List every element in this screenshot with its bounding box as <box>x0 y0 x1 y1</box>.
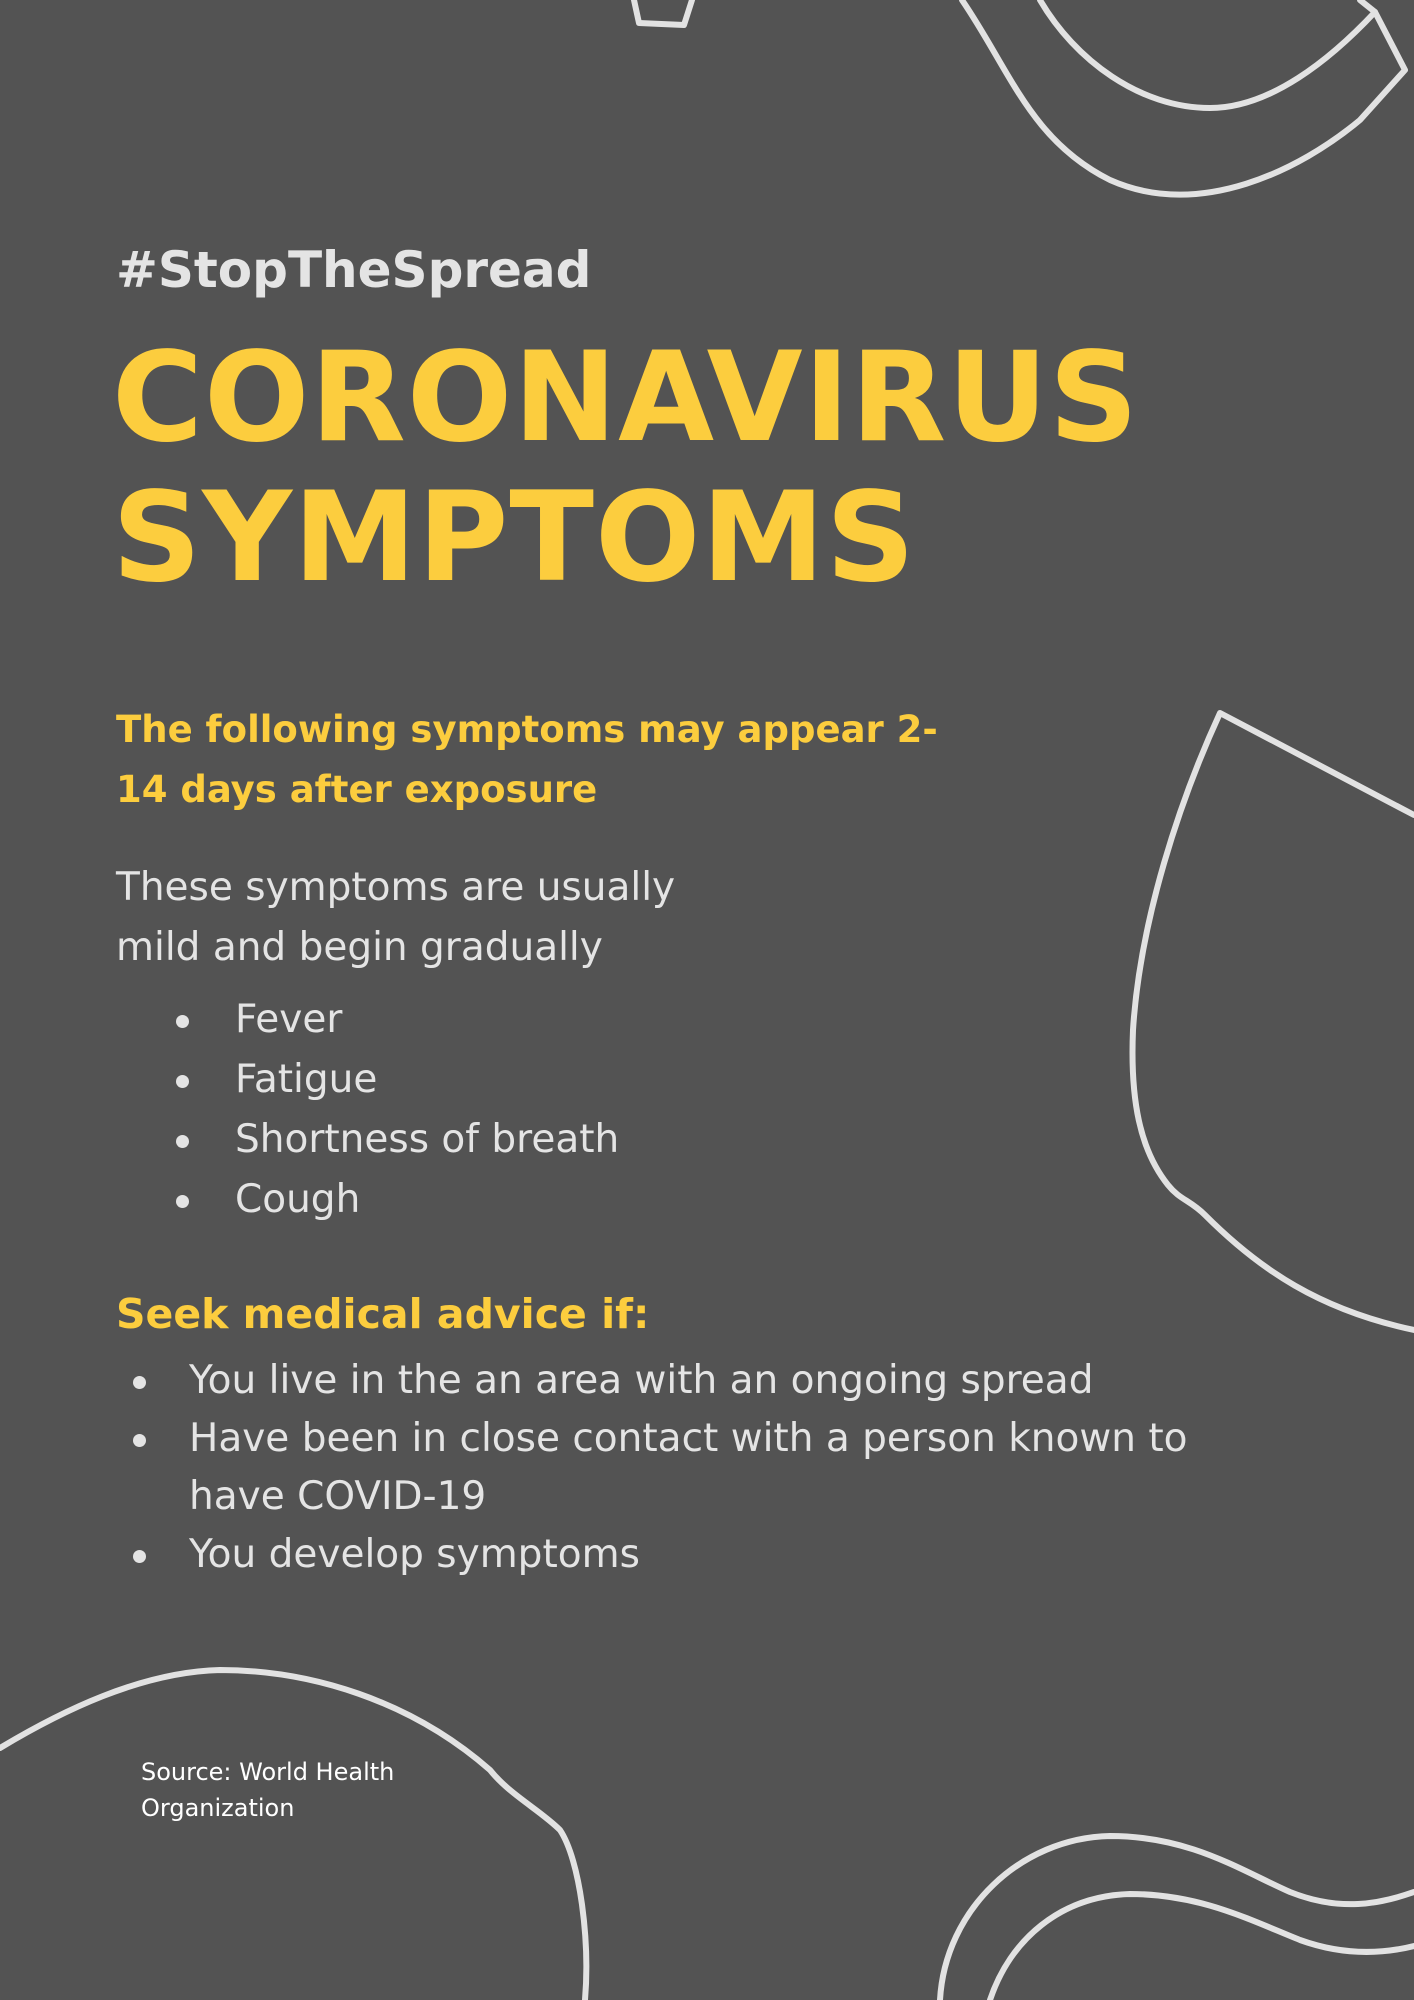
bullet-icon <box>176 1135 189 1148</box>
top-right-swoosh-inner <box>1040 0 1375 108</box>
bullet-icon <box>133 1376 146 1389</box>
right-blob-outline <box>1132 713 1414 1330</box>
symptom-label: Fatigue <box>235 1057 378 1102</box>
poster-title <box>112 328 1139 608</box>
source-credit: Source: World Health Organization <box>141 1758 395 1822</box>
symptoms-intro: These symptoms are usually mild and begin gradually <box>116 865 676 970</box>
bottom-right-wave-outer <box>940 1836 1414 2000</box>
symptom-item <box>176 1170 619 1230</box>
advice-text: You live in the an area with an ongoing spread <box>189 1358 1094 1403</box>
bullet-icon <box>133 1434 146 1447</box>
advice-item <box>133 1526 1253 1584</box>
advice-item <box>133 1410 1229 1526</box>
top-right-swoosh-outline <box>962 0 1405 195</box>
bullet-icon <box>176 1075 189 1088</box>
advice-list <box>133 1352 1253 1584</box>
advice-text: You develop symptoms <box>189 1532 640 1577</box>
title-line-1: CORONAVIRUS <box>112 326 1140 470</box>
onset-subheading: The following symptoms may appear 2-14 days after exposure <box>116 708 938 811</box>
bottom-right-wave-inner <box>990 1894 1414 2000</box>
top-hook-outline <box>634 0 692 25</box>
symptom-label: Cough <box>235 1177 361 1222</box>
symptom-item <box>176 1050 619 1110</box>
advice-heading: Seek medical advice if: <box>116 1290 650 1338</box>
advice-item <box>133 1352 1253 1410</box>
advice-text: Have been in close contact with a person known to have COVID-19 <box>189 1416 1188 1519</box>
title-line-2: SYMPTOMS <box>112 466 917 610</box>
bullet-icon <box>176 1195 189 1208</box>
symptom-list <box>176 990 619 1230</box>
bullet-icon <box>176 1015 189 1028</box>
bullet-icon <box>133 1550 146 1563</box>
bottom-left-blob-outline <box>0 1670 586 2000</box>
symptom-item <box>176 1110 619 1170</box>
symptom-label: Fever <box>235 997 343 1042</box>
hashtag: #StopTheSpread <box>116 241 592 299</box>
symptom-item <box>176 990 619 1050</box>
symptom-label: Shortness of breath <box>235 1117 620 1162</box>
